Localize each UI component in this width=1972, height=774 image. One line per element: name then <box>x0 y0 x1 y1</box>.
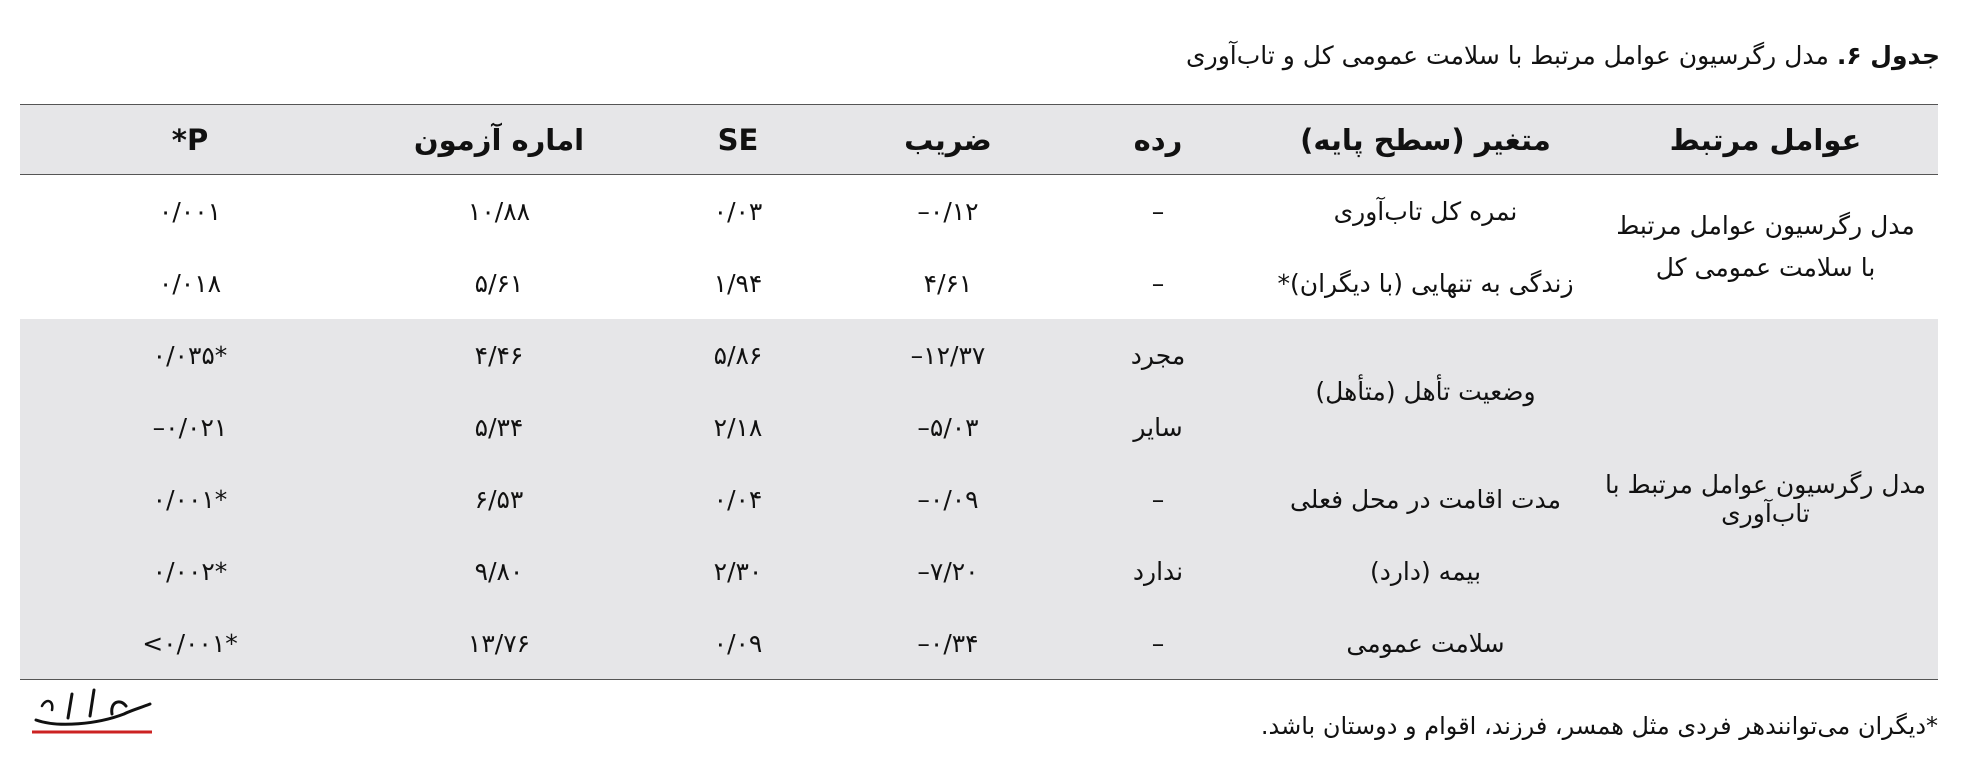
header-factors: عوامل مرتبط <box>1669 122 1862 157</box>
cell-stat: ۱۳/۷۶ <box>467 628 531 658</box>
cell-p: ۰/۰۰۲* <box>152 556 228 586</box>
cell-p: –۰/۰۲۱ <box>152 412 228 442</box>
caption-text: مدل رگرسیون عوامل مرتبط با سلامت عمومی کل و تاب‌آوری <box>1186 41 1837 70</box>
cell-se: ۲/۳۰ <box>713 556 763 586</box>
header-se: SE <box>717 122 759 157</box>
header-category: رده <box>1133 122 1183 157</box>
cell-stat: ۵/۳۴ <box>474 412 524 442</box>
cell-p: ۰/۰۳۵* <box>152 340 228 370</box>
cell-coefficient: –۷/۲۰ <box>917 556 979 586</box>
cell-variable: نمره کل تاب‌آوری <box>1333 196 1518 226</box>
cell-stat: ۵/۶۱ <box>474 268 524 298</box>
header-variable: متغیر (سطح پایه) <box>1300 122 1551 157</box>
cell-coefficient: ۴/۶۱ <box>923 268 973 298</box>
cell-variable: بیمه (دارد) <box>1369 556 1482 586</box>
cell-p: <۰/۰۰۱* <box>142 628 238 658</box>
cell-se: ۵/۸۶ <box>713 340 763 370</box>
group-label-general-health: مدل رگرسیون عوامل مرتبط با سلامت عمومی کل <box>1616 211 1915 282</box>
cell-variable: سلامت عمومی <box>1346 628 1505 658</box>
table-row <box>20 175 1938 248</box>
cell-coefficient: –۰/۰۹ <box>917 484 979 514</box>
cell-stat: ۹/۸۰ <box>474 556 524 586</box>
cell-category: مجرد <box>1130 340 1186 370</box>
header-p: P* <box>171 122 209 157</box>
cell-coefficient: –۵/۰۳ <box>917 412 979 442</box>
cell-p: ۰/۰۱۸ <box>158 268 222 298</box>
cell-coefficient: –۰/۳۴ <box>917 628 979 658</box>
group-label-resilience: مدل رگرسیون عوامل مرتبط با تاب‌آوری <box>1604 470 1927 528</box>
cell-variable: مدت اقامت در محل فعلی <box>1289 484 1562 514</box>
table-footnote: *دیگران می‌توانندهر فردی مثل همسر، فرزند، اقوام و دوستان باشد. <box>1260 712 1938 740</box>
cell-variable: زندگی به تنهایی (با دیگران)* <box>1277 268 1574 298</box>
cell-stat: ۱۰/۸۸ <box>467 196 531 226</box>
cell-stat: ۴/۴۶ <box>474 340 524 370</box>
cell-category: – <box>1151 268 1165 298</box>
cell-se: ۰/۰۴ <box>713 484 763 514</box>
cell-coefficient: –۰/۱۲ <box>917 196 979 226</box>
header-stat: اماره آزمون <box>413 122 585 157</box>
cell-se: ۱/۹۴ <box>713 268 763 298</box>
cell-category: – <box>1151 196 1165 226</box>
cell-category: ندارد <box>1132 556 1184 586</box>
table-row <box>20 319 1938 391</box>
cell-coefficient: –۱۲/۳۷ <box>910 340 986 370</box>
cell-stat: ۶/۵۳ <box>474 484 524 514</box>
cell-se: ۲/۱۸ <box>713 412 763 442</box>
cell-category: – <box>1151 484 1165 514</box>
caption-label: جدول ۶. <box>1836 41 1940 70</box>
cell-p: ۰/۰۰۱* <box>152 484 228 514</box>
table-caption <box>40 36 1940 76</box>
cell-category: سایر <box>1133 412 1183 442</box>
cell-p: ۰/۰۰۱ <box>158 196 222 226</box>
cell-variable: وضعیت تأهل (متأهل) <box>1315 376 1536 406</box>
cell-se: ۰/۰۳ <box>713 196 763 226</box>
header-coefficient: ضریب <box>904 122 992 157</box>
salmand-logo <box>28 684 158 740</box>
header-row <box>20 105 1938 175</box>
regression-table <box>20 104 1938 680</box>
cell-se: ۰/۰۹ <box>713 628 763 658</box>
cell-category: – <box>1151 628 1165 658</box>
